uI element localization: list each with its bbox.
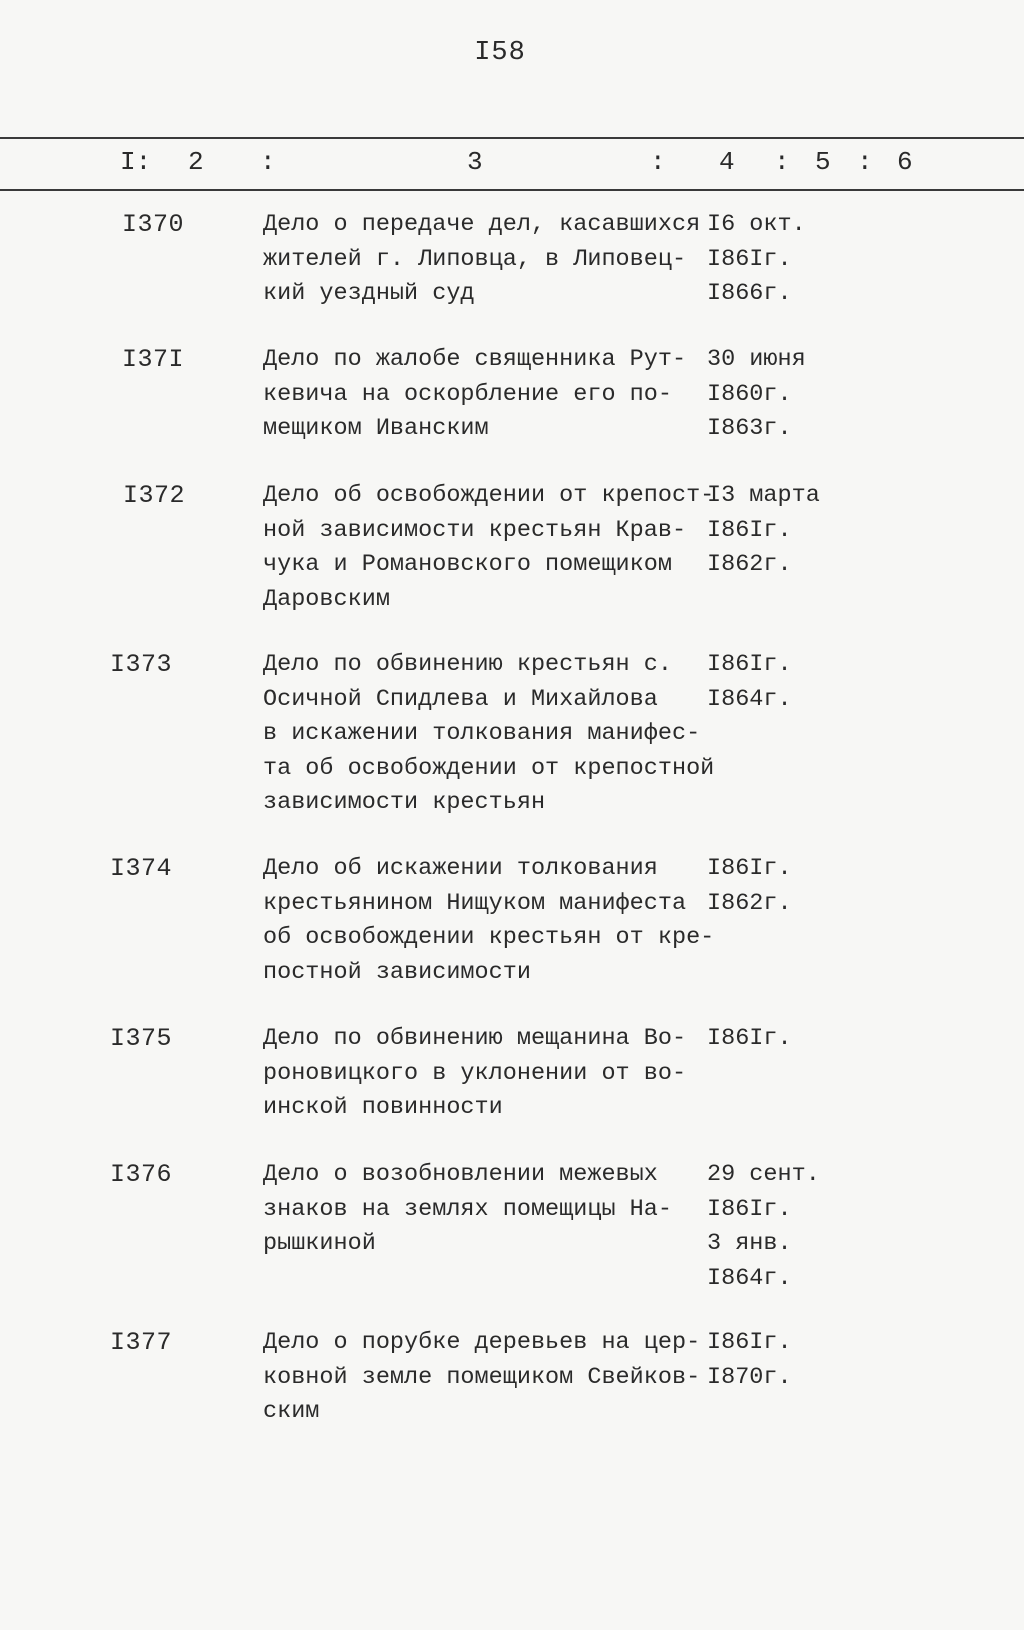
- case-description: Дело о передаче дел, касавшихся жителей г. Липовца, в Липовец- кий уездный суд: [263, 211, 701, 307]
- column-header-1: I:: [120, 147, 152, 177]
- column-header-3: 3: [467, 147, 483, 177]
- case-description: Дело по жалобе священника Рут- кевича на оскорбление его по- мещиком Иванским: [263, 346, 687, 442]
- case-dates: 29 сент. I86Iг. 3 янв. I864г.: [707, 1161, 820, 1292]
- case-description: Дело по обвинению мещанина Во- роновицкого в уклонении от во- инской повинности: [263, 1025, 687, 1121]
- case-number: I374: [110, 854, 173, 883]
- case-description: Дело об искажении толкования крестьянином Нищуком манифеста об освобождении крестьян от кре- постной зависимости: [263, 855, 715, 986]
- column-separator: :: [650, 147, 666, 177]
- case-number: I377: [110, 1328, 173, 1357]
- case-number: I373: [110, 650, 173, 679]
- case-number: I376: [110, 1160, 173, 1189]
- case-dates: I3 марта I86Iг. I862г.: [707, 482, 820, 578]
- case-dates: I6 окт. I86Iг. I866г.: [707, 211, 806, 307]
- case-description: Дело об освобождении от крепост- ной зависимости крестьян Крав- чука и Романовского помещиком Даровским: [263, 482, 715, 613]
- case-dates: I86Iг. I862г.: [707, 855, 792, 917]
- case-dates: 30 июня I860г. I863г.: [707, 346, 806, 442]
- case-dates: I86Iг. I864г.: [707, 651, 792, 713]
- case-number: I372: [123, 481, 186, 510]
- case-number: I370: [122, 210, 185, 239]
- column-header-5: 5: [815, 147, 831, 177]
- column-header-2: 2: [188, 147, 204, 177]
- table-header-top-rule: [0, 137, 1024, 139]
- page-number: I58: [474, 38, 526, 68]
- case-dates: I86Iг.: [707, 1025, 792, 1052]
- column-header-4: 4: [719, 147, 735, 177]
- case-number: I37I: [122, 345, 185, 374]
- column-separator: :: [774, 147, 790, 177]
- column-separator: :: [260, 147, 276, 177]
- case-dates: I86Iг. I870г.: [707, 1329, 792, 1391]
- case-description: Дело по обвинению крестьян с. Осичной Спидлева и Михайлова в искажении толкования манифес- та об освобождении от крепостной зависимости крестьян: [263, 651, 715, 816]
- case-number: I375: [110, 1024, 173, 1053]
- column-separator: :: [857, 147, 873, 177]
- table-header-bottom-rule: [0, 189, 1024, 191]
- case-description: Дело о порубке деревьев на цер- ковной земле помещиком Свейков- ским: [263, 1329, 701, 1425]
- case-description: Дело о возобновлении межевых знаков на землях помещицы На- рышкиной: [263, 1161, 672, 1257]
- column-header-6: 6: [897, 147, 913, 177]
